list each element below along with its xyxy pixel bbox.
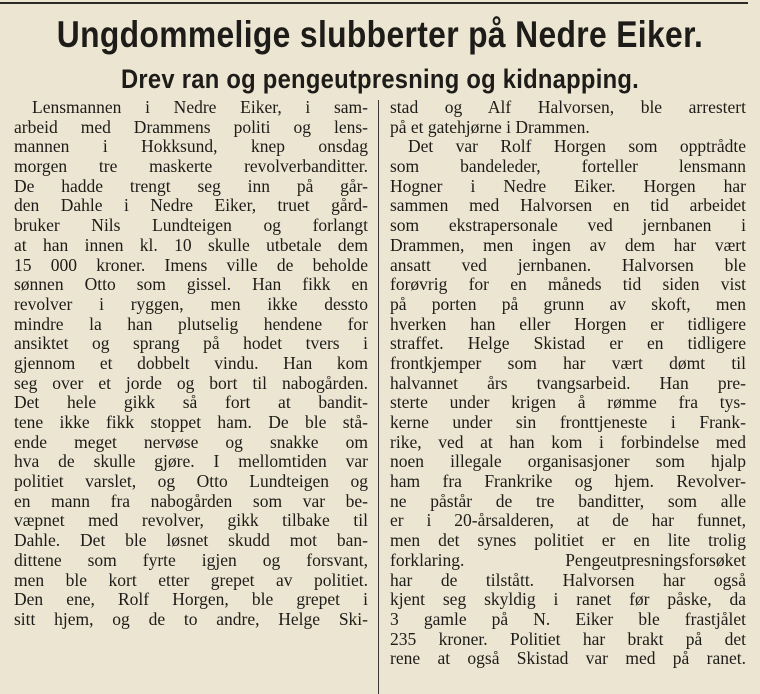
text-line: hva de skulle gjøre. I mellomtiden var bbox=[14, 451, 368, 472]
text-line: 235 kroner. Politiet har brakt på det bbox=[390, 628, 746, 649]
text-line: har de tilstått. Halvorsen har også bbox=[390, 569, 746, 590]
text-line: på et gatehjørne i Drammen. bbox=[390, 116, 590, 137]
column-divider bbox=[378, 100, 379, 694]
top-rule bbox=[0, 2, 748, 4]
text-line: 15 000 kroner. Imens ville de beholde bbox=[14, 254, 368, 275]
text-line: forklaring. Pengeutpresningsforsøket bbox=[390, 549, 746, 570]
text-line: ne påstår de tre banditter, som alle bbox=[390, 490, 746, 511]
text-line: De hadde trengt seg inn på går- bbox=[14, 175, 368, 196]
text-line: halvannet års tvangsarbeid. Han pre- bbox=[390, 372, 746, 393]
text-line: væpnet med revolver, gikk tilbake til bbox=[14, 510, 368, 531]
text-line: sammen med Halvorsen en tid arbeidet bbox=[390, 195, 746, 216]
text-line: forøvrig for en måneds tid siden vist bbox=[390, 274, 746, 295]
text-line: sønnen Otto som gissel. Han fikk en bbox=[14, 274, 368, 295]
text-line: Drammen, men ingen av dem har vært bbox=[390, 234, 746, 255]
text-line: tene ikke fikk stoppet ham. De ble stå- bbox=[14, 412, 368, 432]
text-line: den Dahle i Nedre Eiker, truet gård- bbox=[14, 195, 368, 216]
text-line: ham fra Frankrike og hjem. Revolver- bbox=[390, 471, 746, 492]
text-line: en mann fra nabogården som var be- bbox=[14, 490, 368, 511]
text-line: Det var Rolf Horgen som opptrådte bbox=[408, 136, 746, 157]
text-line: hverken han eller Horgen er tidligere bbox=[390, 313, 746, 334]
text-line: rene at også Skistad var med på ranet. bbox=[390, 648, 746, 669]
text-line: at han innen kl. 10 skulle utbetale dem bbox=[14, 234, 368, 255]
subheadline: Drev ran og pengeutpresning og kidnapping. bbox=[120, 64, 639, 94]
text-line: kerne under sin fronttjeneste i Frank- bbox=[390, 412, 746, 432]
text-line: Lensmannen i Nedre Eiker, i sam- bbox=[32, 97, 368, 117]
article-column-left bbox=[14, 98, 368, 630]
text-line: revolver i ryggen, men ikke dessto bbox=[14, 293, 368, 314]
text-line: seg over et jorde og bort til nabogården. bbox=[14, 372, 368, 393]
text-line: ansatt ved jernbanen. Halvorsen ble bbox=[390, 254, 746, 275]
text-line: som bandeleder, forteller lensmann bbox=[390, 156, 746, 177]
text-line: Hogner i Nedre Eiker. Horgen har bbox=[390, 175, 746, 196]
article-column-right bbox=[390, 98, 746, 669]
headline: Ungdommelige slubberter på Nedre Eiker. bbox=[56, 14, 704, 55]
text-line: straffet. Helge Skistad er en tidligere bbox=[390, 333, 746, 354]
text-line: sterte under krigen å rømme fra tys- bbox=[390, 392, 746, 413]
text-line: dittene som fyrte igjen og forsvant, bbox=[14, 549, 368, 570]
text-line: mannen i Hokksund, knep onsdag bbox=[14, 136, 368, 157]
text-line: sitt hjem, og de to andre, Helge Ski- bbox=[14, 608, 368, 629]
text-line: Den ene, Rolf Horgen, ble grepet i bbox=[14, 589, 368, 610]
text-line: noen illegale organisasjoner som hjalp bbox=[390, 451, 746, 472]
text-line: ansiktet og sprang på hodet tvers i bbox=[14, 333, 368, 354]
text-line: bruker Nils Lundteigen og forlangt bbox=[14, 215, 368, 236]
text-line: kjent seg skyldig i ranet før påske, da bbox=[390, 589, 746, 610]
text-line: gjennom et dobbelt vindu. Han kom bbox=[14, 352, 368, 373]
text-line: men ble kort etter grepet av politiet. bbox=[14, 569, 368, 590]
text-line: frontkjemper som har vært dømt til bbox=[390, 352, 746, 373]
text-line: 3 gamle på N. Eiker ble frastjålet bbox=[390, 608, 746, 629]
text-line: ende meget nervøse og snakke om bbox=[14, 431, 368, 452]
text-line: mindre la han plutselig hendene for bbox=[14, 313, 368, 334]
text-line: arbeid med Drammens politi og lens- bbox=[14, 116, 368, 137]
text-line: politiet varslet, og Otto Lundteigen og bbox=[14, 471, 368, 492]
text-line: men det synes politiet er en lite trolig bbox=[390, 530, 746, 551]
text-line: morgen tre maskerte revolverbanditter. bbox=[14, 156, 368, 177]
text-line: rike, ved at han kom i forbindelse med bbox=[390, 431, 746, 452]
text-line: Det hele gikk så fort at bandit- bbox=[14, 392, 368, 413]
text-line: på porten på grunn av skoft, men bbox=[390, 293, 746, 314]
text-line: som ekstrapersonale ved jernbanen i bbox=[390, 215, 746, 236]
text-line: er i 20-årsalderen, at de har funnet, bbox=[390, 510, 746, 531]
text-line: Dahle. Det ble løsnet skudd mot ban- bbox=[14, 530, 368, 551]
text-line: stad og Alf Halvorsen, ble arrestert bbox=[390, 97, 746, 117]
